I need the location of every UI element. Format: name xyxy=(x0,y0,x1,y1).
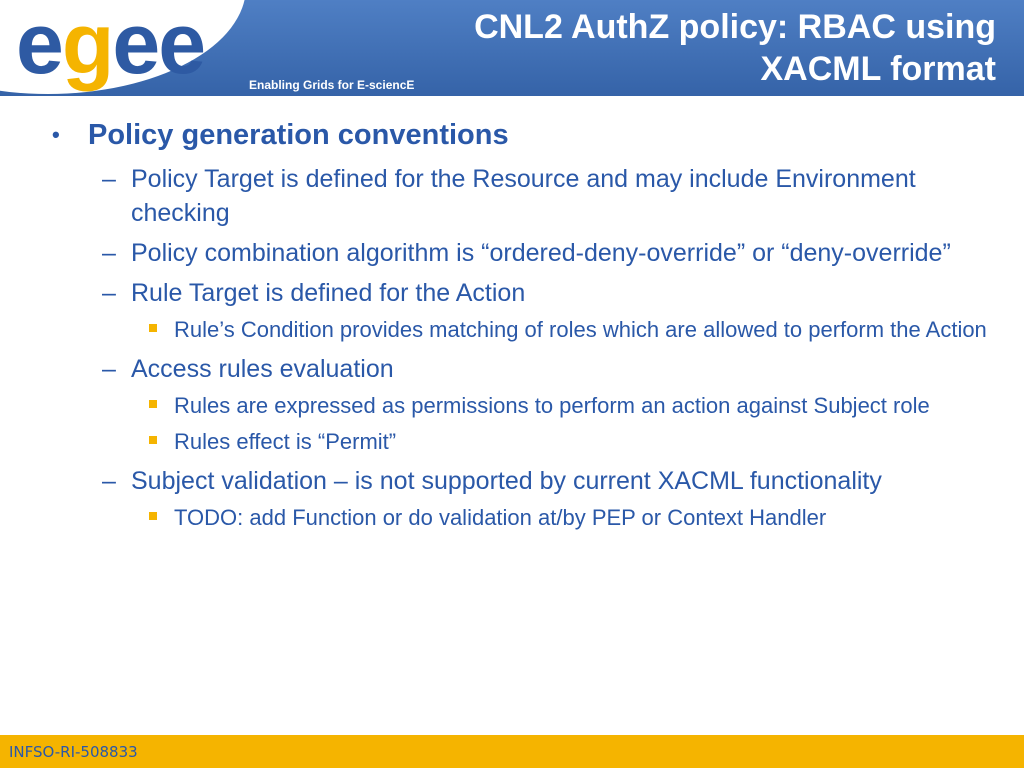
bullet-level2 xyxy=(102,276,1002,310)
bullet-level3 xyxy=(149,390,1002,422)
bullet-level2 xyxy=(102,236,1002,270)
bullet-text: Rule’s Condition provides matching of roles which are allowed to perform the Action xyxy=(174,317,987,342)
tagline: Enabling Grids for E-sciencE xyxy=(249,78,415,92)
dash-icon: – xyxy=(102,355,116,383)
title-line-2: XACML format xyxy=(760,50,996,88)
bullet-level1 xyxy=(52,116,1002,154)
bullet-level3 xyxy=(149,314,1002,346)
bullet-text: Policy combination algorithm is “ordered-deny-override” or “deny-override” xyxy=(131,239,951,267)
square-bullet-icon xyxy=(149,436,157,444)
bullet-text: Policy generation conventions xyxy=(88,119,509,151)
dash-icon: – xyxy=(102,239,116,267)
bullet-level2 xyxy=(102,352,1002,386)
slide-header xyxy=(0,0,1024,96)
dash-icon: – xyxy=(102,165,116,193)
bullet-level3 xyxy=(149,426,1002,458)
title-line-1: CNL2 AuthZ policy: RBAC using xyxy=(474,8,996,46)
bullet-text: TODO: add Function or do validation at/by PEP or Context Handler xyxy=(174,505,827,530)
bullet-text: Policy Target is defined for the Resource and may include Environment checking xyxy=(131,165,916,227)
dash-icon: – xyxy=(102,279,116,307)
bullet-level2 xyxy=(102,162,1002,230)
bullet-level3 xyxy=(149,502,1002,534)
slide-footer xyxy=(0,735,1024,768)
bullet-list xyxy=(52,116,1002,534)
bullet-dot-icon: • xyxy=(52,122,60,147)
bullet-text: Rules effect is “Permit” xyxy=(174,429,397,454)
bullet-text: Rules are expressed as permissions to perform an action against Subject role xyxy=(174,393,930,418)
dash-icon: – xyxy=(102,467,116,495)
bullet-text: Access rules evaluation xyxy=(131,355,394,383)
bullet-text: Subject validation – is not supported by current XACML functionality xyxy=(131,467,882,495)
logo-background xyxy=(0,0,248,96)
footer-text: INFSO-RI-508833 xyxy=(9,743,138,761)
slide-title xyxy=(356,6,996,90)
square-bullet-icon xyxy=(149,400,157,408)
bullet-level2 xyxy=(102,464,1002,498)
egee-logo: egee xyxy=(16,0,205,92)
square-bullet-icon xyxy=(149,324,157,332)
bullet-text: Rule Target is defined for the Action xyxy=(131,279,526,307)
square-bullet-icon xyxy=(149,512,157,520)
